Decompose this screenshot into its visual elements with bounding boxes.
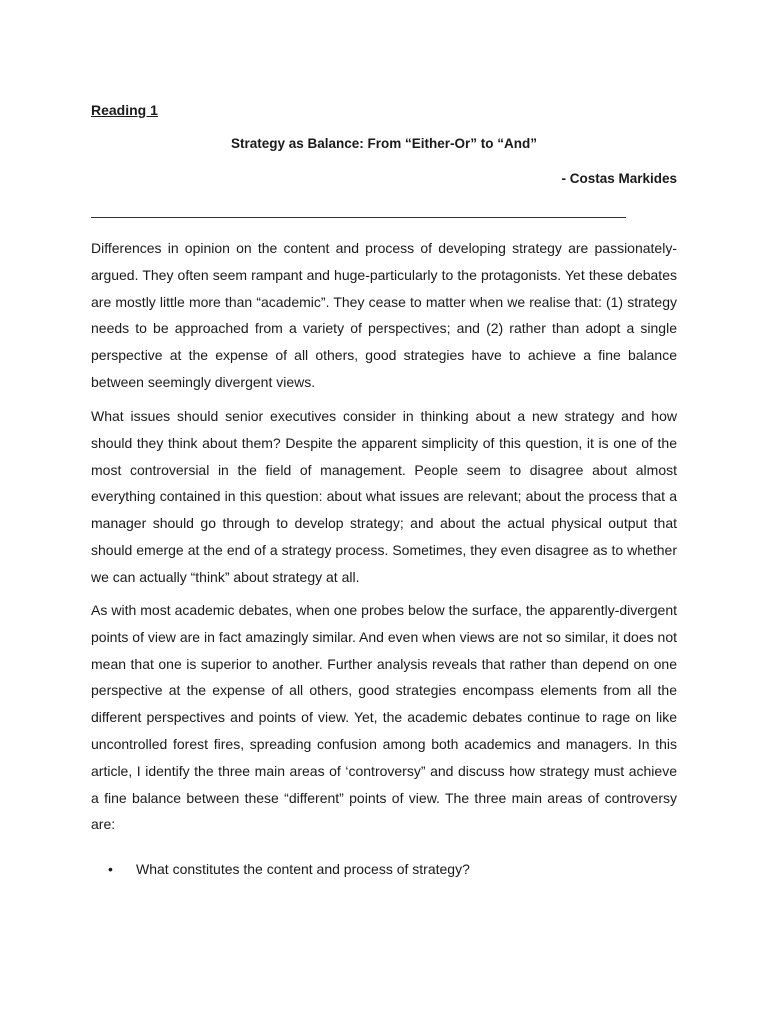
bullet-icon: • [108,861,113,877]
list-item [108,856,470,882]
paragraph-1: Differences in opinion on the content and process of developing strategy are passionately-argued. They often seem rampant and huge-particularly to the protagonists. Yet these debates are mostly little more than “academic”. They cease to matter when we realise that: (1) strategy needs to be approached from a variety of perspectives; and (2) rather than adopt a single perspective at the expense of all others, good strategies have to achieve a fine balance between seemingly divergent views. [91,240,677,390]
separator-rule [91,217,626,218]
article-author: - Costas Markides [561,171,677,186]
list-item-text: What constitutes the content and process of strategy? [136,861,470,877]
controversy-list [108,856,470,882]
paragraph-3: As with most academic debates, when one probes below the surface, the apparently-divergent points of view are in fact amazingly similar. And even when views are not so similar, it does not mean that one is superior to another. Further analysis reveals that rather than depend on one perspective at the expense of all others, good strategies encompass elements from all the different perspectives and points of view. Yet, the academic debates continue to rage on like uncontrolled forest fires, spreading confusion among both academics and managers. In this article, I identify the three main areas of ‘controversy” and discuss how strategy must achieve a fine balance between these “different” points of view. The three main areas of controversy are: [91,602,677,833]
reading-heading: Reading 1 [91,102,158,118]
paragraph-2: What issues should senior executives consider in thinking about a new strategy and how should they think about them? Despite the apparent simplicity of this question, it is one of the most controversial in the field of management. People seem to disagree about almost everything contained in this question: about what issues are relevant; about the process that a manager should go through to develop strategy; and about the actual physical output that should emerge at the end of a strategy process. Sometimes, they even disagree as to whether we can actually “think” about strategy at all. [91,408,677,585]
article-title: Strategy as Balance: From “Either-Or” to “And” [230,136,538,151]
